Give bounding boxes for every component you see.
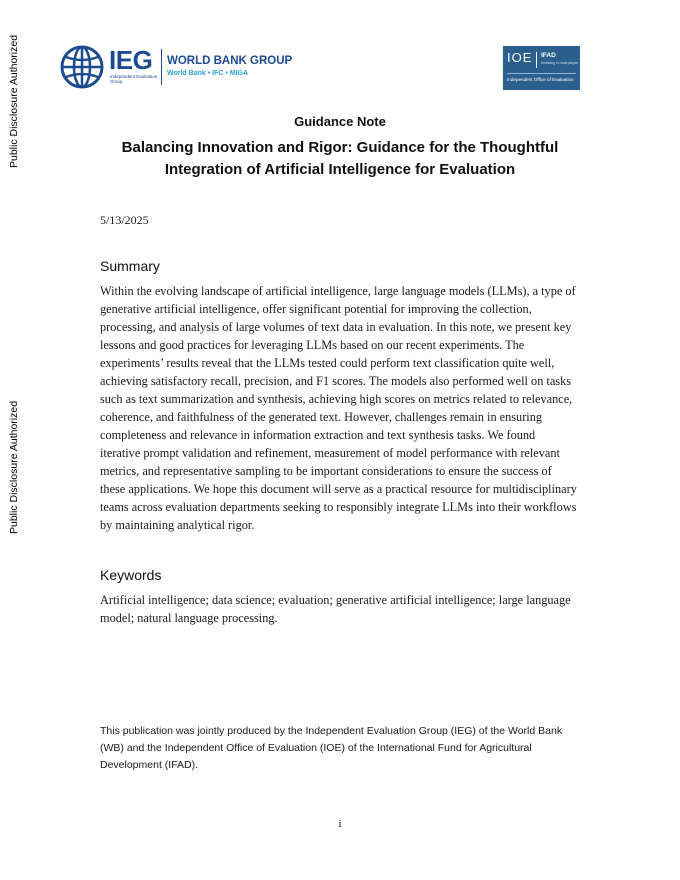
summary-paragraph: Within the evolving landscape of artificial intelligence, large language models (LLMs), a type of generative artificial intelligence, offer significant potential for improving the collection, processing, and analysis of large volumes of text data in evaluation. In this note, we present key lessons and good practices for leveraging LLMs based on our recent experiments. The experiments’ results reveal that the LLMs tested could perform text classification quite well, achieving satisfactory recall, precision, and F1 scores. The models also performed well on tasks such as text summarization and synthesis, achieving high scores on metrics related to relevance, coherence, and faithfulness of the generated text. However, challenges remain in ensuring completeness and relevance in information extraction and text synthesis tasks. We found iterative prompt validation and refinement, measurement of model performance with relevant metrics, and representative sampling to be important considerations to ensure the success of these applications. We hope this document will serve as a practical resource for multidisciplinary teams across evaluation departments seeking to responsibly integrate LLMs into their workflows by maintaining analytical rigor. [100, 284, 577, 532]
doc-type-label: Guidance Note [294, 114, 386, 129]
ioe-ifad-logo [503, 46, 580, 90]
keywords-heading: Keywords [100, 567, 162, 583]
disclosure-watermark: Public Disclosure Authorized [8, 400, 20, 534]
page-number: i [338, 818, 342, 830]
disclosure-watermark: Public Disclosure Authorized [8, 34, 20, 168]
publication-date: 5/13/2025 [100, 213, 149, 227]
publication-note: This publication was jointly produced by the Independent Evaluation Group (IEG) of the World Bank (WB) and the Independent Office of Evaluation (IOE) of the International Fund for Agricultural Development (IFAD). [100, 725, 563, 771]
ifad-tagline: Investing in rural people [541, 61, 579, 65]
ifad-abbr: IFAD [541, 52, 556, 59]
logo-divider [161, 49, 162, 85]
ieg-sub: Independent Evaluation Group [110, 74, 158, 84]
logo-rule [507, 73, 576, 74]
wbg-title: WORLD BANK GROUP [167, 55, 293, 67]
ieg-abbr: IEG [109, 45, 153, 75]
ieg-wbg-logo [60, 45, 300, 93]
summary-heading: Summary [100, 258, 160, 274]
globe-icon [60, 45, 104, 89]
document-title: Balancing Innovation and Rigor: Guidance for the Thoughtful Integration of Artificial Intelligence for Evaluation [121, 139, 559, 178]
ioe-abbr: IOE [507, 50, 533, 65]
logo-divider [536, 52, 537, 68]
keywords-paragraph: Artificial intelligence; data science; evaluation; generative artificial intelligence; large language model; natural language processing. [100, 593, 571, 625]
ioe-sub: Independent Office of Evaluation [507, 77, 574, 82]
wbg-sub: World Bank • IFC • MIGA [167, 70, 248, 77]
